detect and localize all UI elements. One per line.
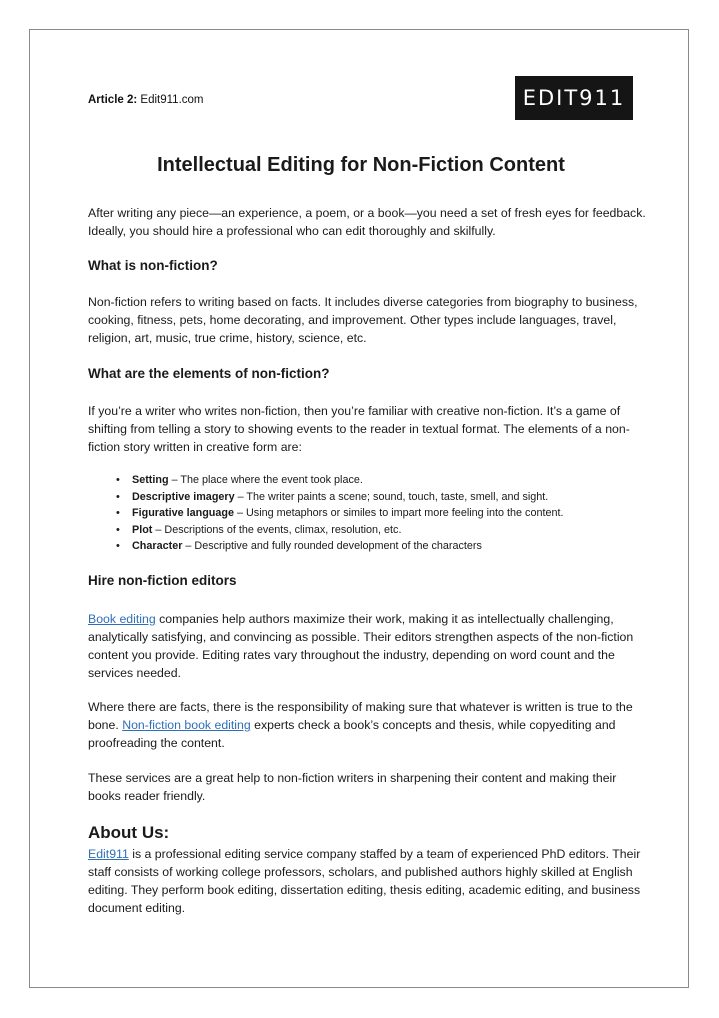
section-heading-what-is: What is non-fiction? bbox=[88, 258, 218, 273]
about-heading: About Us: bbox=[88, 823, 170, 842]
hire-paragraph-1 bbox=[88, 610, 648, 682]
section-what-is-text: Non-fiction refers to writing based on facts. It includes diverse categories from biography to business, cooking, fitness, pets, home decorating, and improvement. Other types include languages, travel, religion, art, music, true crime, history, science, etc. bbox=[88, 295, 638, 345]
item-desc: – Using metaphors or similes to impart more feeling into the content. bbox=[234, 507, 564, 519]
about-text: is a professional editing service company staffed by a team of experienced PhD editors. Their staff consists of working college professors, scholars, and published authors highly skilled at English editing. They perform book editing, dissertation editing, thesis editing, academic editing, and business document editing. bbox=[88, 847, 641, 915]
section-elements-text: If you’re a writer who writes non-fiction, then you’re familiar with creative non-fiction. It’s a game of shifting from telling a story to showing events to the reader in textual format. The elements of a non-fiction story written in creative form are: bbox=[88, 404, 630, 454]
item-desc: – The writer paints a scene; sound, touch, taste, smell, and sight. bbox=[234, 490, 549, 503]
section-heading-elements: What are the elements of non-fiction? bbox=[88, 366, 330, 381]
item-term: Setting bbox=[132, 474, 169, 486]
logo-text: EDIT911 bbox=[522, 86, 626, 110]
list-item bbox=[88, 472, 648, 489]
item-desc: – Descriptions of the events, climax, resolution, etc. bbox=[152, 523, 402, 536]
item-term: Descriptive imagery bbox=[132, 490, 235, 503]
non-fiction-book-editing-link[interactable]: Non-fiction book editing bbox=[122, 718, 251, 732]
article-label: Article 2: bbox=[88, 94, 138, 106]
site-name: Edit911.com bbox=[140, 94, 204, 106]
article-header bbox=[88, 94, 204, 106]
hire-p2-rest: experts check a book’s concepts and thesis, while copyediting and proofreading the content. bbox=[88, 718, 616, 750]
edit911-logo bbox=[515, 76, 633, 120]
section-heading-hire: Hire non-fiction editors bbox=[88, 573, 237, 588]
item-desc: – The place where the event took place. bbox=[168, 474, 363, 486]
item-desc: – Descriptive and fully rounded development of the characters bbox=[182, 540, 482, 552]
list-item bbox=[88, 505, 648, 522]
hire-paragraph-3: These services are a great help to non-fiction writers in sharpening their content and making their books reader friendly. bbox=[88, 771, 617, 803]
list-item bbox=[88, 489, 648, 506]
edit911-link[interactable]: Edit911 bbox=[88, 847, 129, 861]
intro-paragraph: After writing any piece—an experience, a poem, or a book—you need a set of fresh eyes for feedback. Ideally, you should hire a professional who can edit thoroughly and skilfully. bbox=[88, 206, 646, 238]
hire-p1-text: companies help authors maximize their work, making it as intellectually challenging, analytically satisfying, and convincing as possible. Their editors strengthen aspects of the non-fiction content you provide. Editing rates vary throughout the industry, depending on word count and the services needed. bbox=[88, 612, 634, 680]
list-item bbox=[88, 538, 648, 555]
elements-list bbox=[88, 472, 648, 555]
hire-p2-start: Where there are facts, there is the responsibility of making sure that whatever is written is true to the bone. bbox=[88, 700, 633, 732]
page-title: Intellectual Editing for Non-Fiction Content bbox=[157, 154, 565, 176]
list-item bbox=[88, 522, 648, 539]
about-paragraph bbox=[88, 845, 648, 917]
document-page bbox=[29, 29, 689, 988]
hire-paragraph-2 bbox=[88, 698, 648, 752]
book-editing-link[interactable]: Book editing bbox=[88, 612, 156, 626]
item-term: Character bbox=[132, 540, 183, 552]
item-term: Figurative language bbox=[132, 507, 234, 519]
item-term: Plot bbox=[132, 523, 153, 536]
